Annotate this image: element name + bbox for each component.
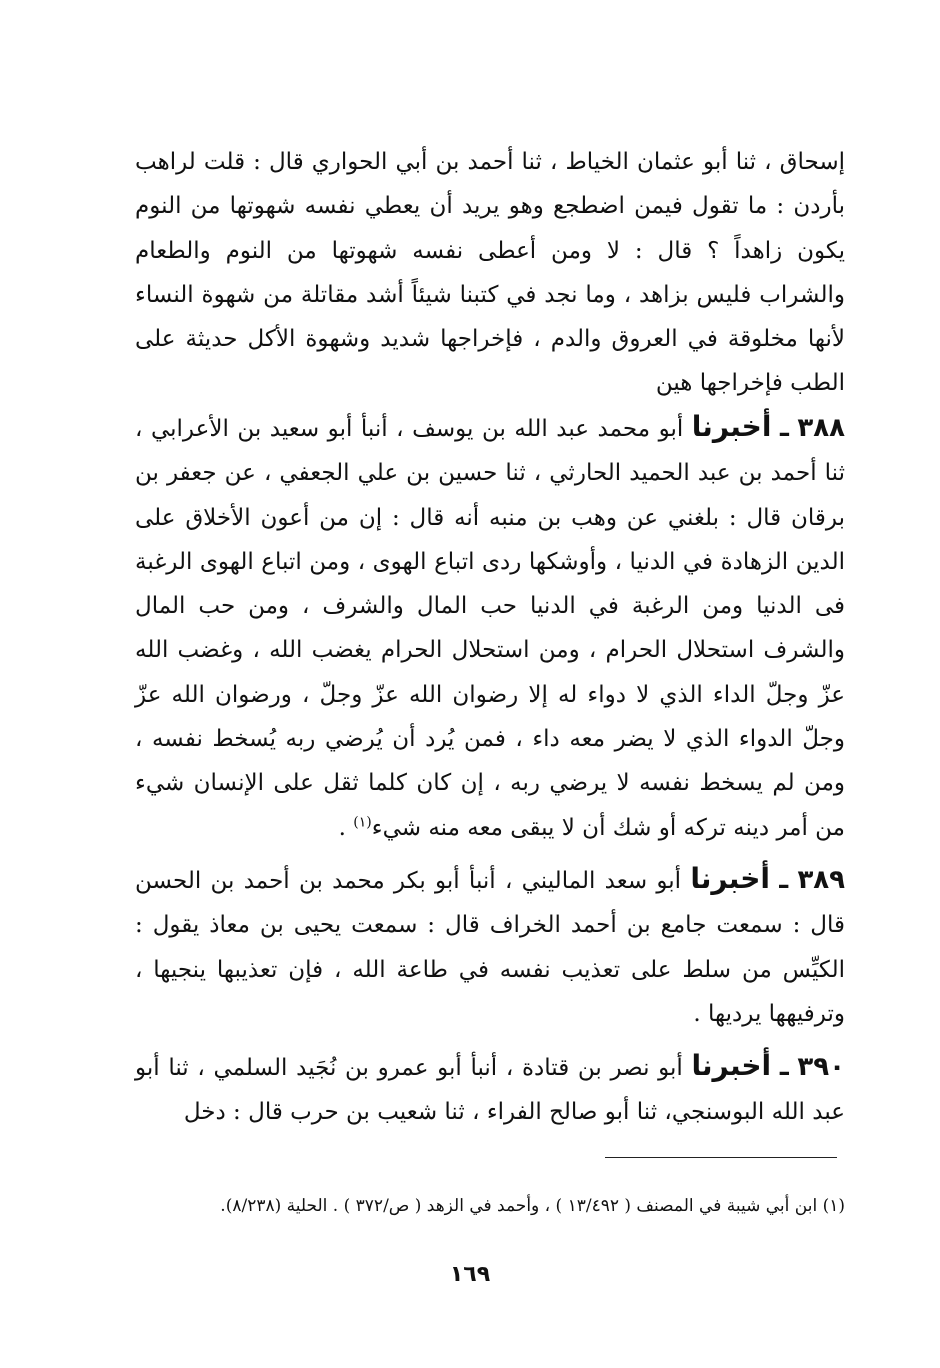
intro-paragraph <box>135 140 845 406</box>
entry-keyword: أخبرنا <box>690 862 770 895</box>
entry-keyword: أخبرنا <box>691 1049 772 1082</box>
footnote-text: (١) ابن أبي شيبة في المصنف ( ١٣/٤٩٢ ) ، وأحمد في الزهد ( ص/٣٧٢ ) . الحلية (٨/٢٣٨). <box>220 1196 845 1216</box>
entry-390 <box>135 1044 845 1135</box>
entry-text: أبو محمد عبد الله بن يوسف ، أنبأ أبو سعيد بن الأعرابي ، ثنا أحمد بن عبد الحميد الحارثي ، ثنا حسين بن علي الجعفي ، عن جعفر بن برقان قال : بلغني عن وهب بن منبه أنه قال : إن من أعون الأخلاق على الدين الزهادة في الدنيا ، وأوشكها ردى اتباع الهوى ، ومن اتباع الهوى الرغبة فى الدنيا ومن الرغبة في الدنيا حب المال والشرف ، ومن حب المال والشرف استحلال الحرام ، ومن استحلال الحرام يغضب الله ، وغضب الله عزّ وجلّ الداء الذي لا دواء له إلا رضوان الله عزّ وجلّ ، ورضوان الله عزّ وجلّ الدواء الذي لا يضر معه داء ، فمن يُرد أن يُرضي ربه يُسخط نفسه ، ومن لم يسخط نفسه لا يرضي ربه ، إن كان كلما ثقل على الإنسان شيء من أمر دينه تركه أو شك أن لا يبقى معه منه شيء <box>135 416 845 841</box>
entry-389 <box>135 857 845 1036</box>
entry-388 <box>135 405 845 850</box>
entry-dash: ـ <box>779 865 789 895</box>
entry-dash: ـ <box>779 413 789 443</box>
entry-ending: . <box>338 814 354 841</box>
entry-text: أبو سعد الماليني ، أنبأ أبو بكر محمد بن أحمد بن الحسن قال : سمعت جامع بن أحمد الخراف قال : سمعت يحيى بن معاذ يقول : الكيِّس من سلط على تعذيب نفسه في طاعة الله ، فإن تعذيبها ينجيها ، وترفيهها يرديها . <box>135 868 845 1027</box>
entry-number: ٣٨٨ <box>797 413 846 443</box>
footnote <box>135 1193 845 1219</box>
footnote-divider <box>605 1157 837 1158</box>
entry-text: أبو نصر بن قتادة ، أنبأ أبو عمرو بن نُجَيد السلمي ، ثنا أبو عبد الله البوسنجي، ثنا أبو صالح الفراء ، ثنا شعيب بن حرب قال : دخل <box>135 1055 845 1126</box>
footnote-reference[interactable]: (١) <box>353 814 372 831</box>
entry-number: ٣٨٩ <box>797 865 846 895</box>
entry-keyword: أخبرنا <box>691 410 772 443</box>
page-number: ١٦٩ <box>449 1262 491 1287</box>
intro-text: إسحاق ، ثنا أبو عثمان الخياط ، ثنا أحمد بن أبي الحواري قال : قلت لراهب بأردن : ما تقول فيمن اضطجع وهو يريد أن يعطي نفسه شهوتها من النوم يكون زاهداً ؟ قال : لا ومن أعطى نفسه شهوتها من النوم والطعام والشراب فليس بزاهد ، وما نجد في كتبنا شيئاً أشد مقاتلة من شهوة النساء لأنها مخلوقة في العروق والدم ، فإخراجها شديد وشهوة الأكل حديثة على الطب فإخراجها هين <box>135 149 845 397</box>
entry-number: ٣٩٠ <box>797 1052 845 1082</box>
entry-dash: ـ <box>779 1052 789 1082</box>
